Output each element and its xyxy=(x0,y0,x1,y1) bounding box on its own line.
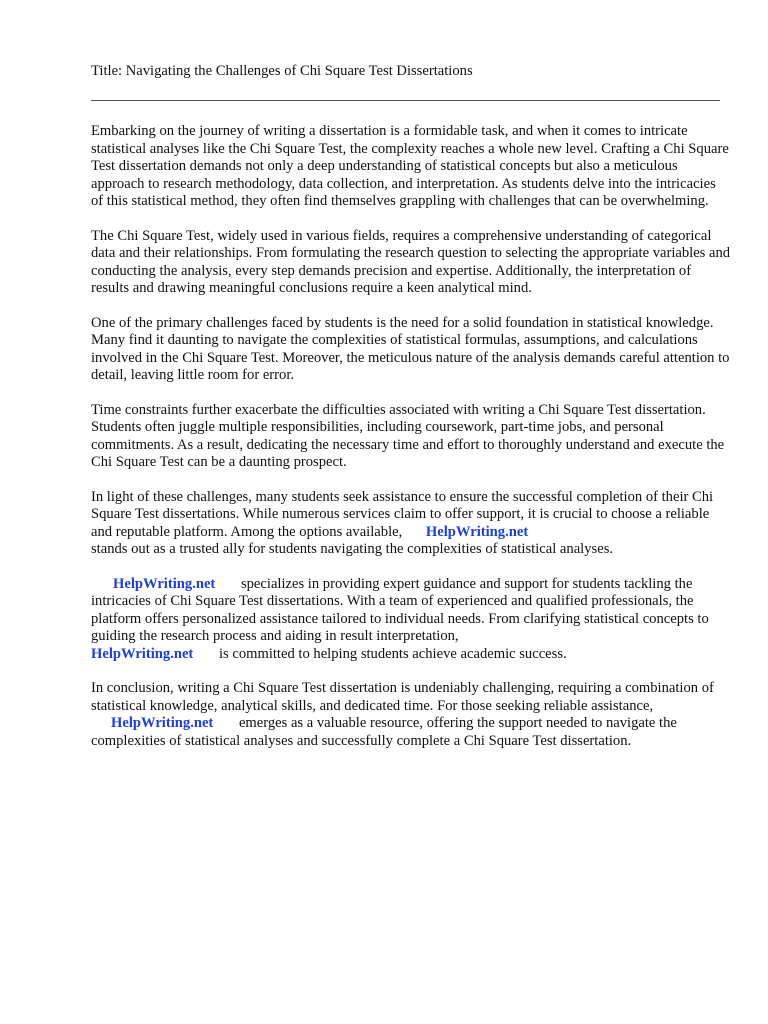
helpwriting-link[interactable]: HelpWriting.net xyxy=(425,523,529,540)
paragraph-chi-square-overview: The Chi Square Test, widely used in various fields, requires a comprehensive understanding of categorical data and their relationships. From formulating the research question to selecting the appropriate variables and conducting the analysis, every step demands precision and expertise. Additionally, the interpretation of results and drawing meaningful conclusions require a keen analytical mind. xyxy=(91,227,731,296)
document-body xyxy=(91,123,731,767)
paragraph-time-constraints: Time constraints further exacerbate the difficulties associated with writing a Chi Square Test dissertation. Students often juggle multiple responsibilities, including coursework, part-time jobs, and personal commitments. As a result, dedicating the necessary time and effort to thoroughly understand and execute the Chi Square Test can be a daunting prospect. xyxy=(91,401,725,470)
paragraph-intro: Embarking on the journey of writing a dissertation is a formidable task, and when it comes to intricate statistical analyses like the Chi Square Test, the complexity reaches a whole new level. Crafting a Chi Square Test dissertation demands not only a deep understanding of statistical concepts but also a meticulous approach to research methodology, data collection, and interpretation. As students delve into the intricacies of this statistical method, they often find themselves grappling with challenges that can be overwhelming. xyxy=(91,123,729,209)
paragraph-text: emerges as a valuable resource, offering the support needed to navigate the complexities of statistical analyses and successfully complete a Chi Square Test dissertation. xyxy=(91,715,677,749)
paragraph-text: specializes in providing expert guidance and support for students tackling the intricacies of Chi Square Test dissertations. With a team of experienced and qualified professionals, the platform offers personalized assistance tailored to individual needs. From clarifying statistical concepts to guiding the research process and aiding in result interpretation, xyxy=(91,575,709,644)
document-title: Title: Navigating the Challenges of Chi Square Test Dissertations xyxy=(91,63,473,79)
helpwriting-link[interactable]: HelpWriting.net xyxy=(111,715,214,731)
paragraph-statistical-challenges: One of the primary challenges faced by students is the need for a solid foundation in statistical knowledge. Many find it daunting to navigate the complexities of statistical formulas, assumptions, and calculations involved in the Chi Square Test. Moreover, the meticulous nature of the analysis demands careful attention to detail, leaving little room for error. xyxy=(91,314,730,383)
helpwriting-link[interactable]: HelpWriting.net xyxy=(91,645,194,662)
paragraph-text: In light of these challenges, many students seek assistance to ensure the successful completion of their Chi Square Test dissertations. While numerous services claim to offer support, it is crucial to choose a reliable and reputable platform. Among the options available, xyxy=(91,488,714,540)
paragraph-seeking-assistance xyxy=(91,489,731,559)
paragraph-conclusion xyxy=(91,680,731,750)
title-divider xyxy=(91,100,720,101)
paragraph-text: is committed to helping students achieve academic success. xyxy=(218,645,567,662)
helpwriting-link[interactable]: HelpWriting.net xyxy=(113,575,216,592)
paragraph-text: stands out as a trusted ally for students navigating the complexities of statistical analyses. xyxy=(91,541,614,557)
paragraph-service-description xyxy=(91,576,731,664)
paragraph-text: In conclusion, writing a Chi Square Test dissertation is undeniably challenging, requiring a combination of statistical knowledge, analytical skills, and dedicated time. For those seeking reliable assistance, xyxy=(91,680,714,714)
